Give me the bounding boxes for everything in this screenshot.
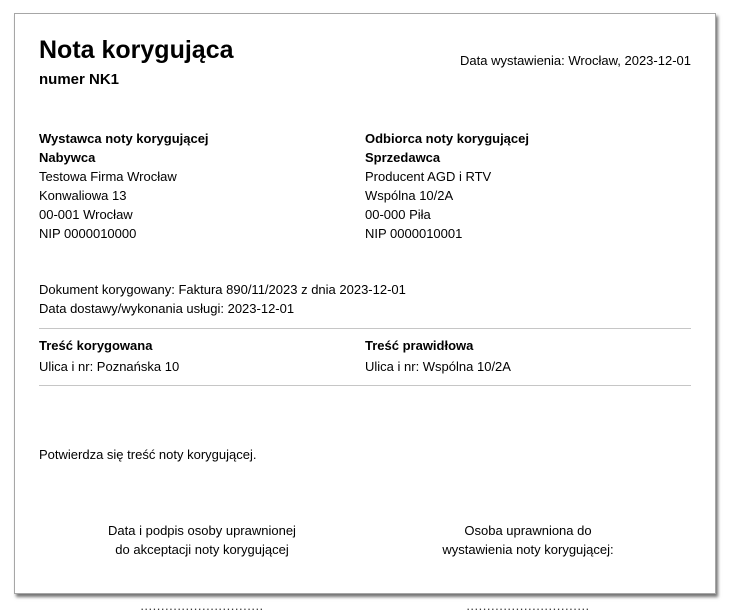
document-number: numer NK1: [39, 70, 120, 88]
signature-right-line2: wystawienia noty korygującej:: [442, 541, 614, 557]
correction-table: [39, 328, 691, 386]
correction-table-header: [39, 328, 691, 356]
recipient-block: [365, 129, 691, 243]
correction-table-body: [39, 356, 691, 386]
signature-right-line1: Osoba uprawniona do: [464, 522, 592, 538]
delivery-date-line: Data dostawy/wykonania usługi: 2023-12-01: [39, 300, 295, 316]
issuer-nip: NIP 0000010000: [39, 225, 137, 241]
issuer-name: Testowa Firma Wrocław: [39, 168, 177, 184]
title-block: [39, 37, 234, 88]
confirmation-text: Potwierdza się treść noty korygującej.: [39, 446, 257, 462]
recipient-role-label: Odbiorca noty korygującej: [365, 130, 529, 146]
document-page: [14, 13, 716, 613]
signatures-section: [39, 521, 691, 615]
cell-correct-content: Ulica i nr: Wspólna 10/2A: [365, 356, 691, 386]
signature-left-line1: Data i podpis osoby uprawnionej: [108, 522, 296, 538]
recipient-name: Producent AGD i RTV: [365, 168, 492, 184]
cell-corrected-content: Ulica i nr: Poznańska 10: [39, 356, 365, 386]
recipient-nip: NIP 0000010001: [365, 225, 463, 241]
issuer-street: Konwaliowa 13: [39, 187, 127, 203]
signature-left-block: [39, 521, 365, 615]
header-corrected-content: Treść korygowana: [39, 328, 365, 356]
recipient-city: 00-000 Piła: [365, 206, 431, 222]
issuer-block: [39, 129, 365, 243]
table-header-row: [39, 328, 691, 356]
corrected-document-info: [39, 280, 691, 318]
document-header: [39, 37, 691, 88]
recipient-party-type: Sprzedawca: [365, 149, 441, 165]
signature-left-line2: do akceptacji noty korygującej: [115, 541, 289, 557]
issue-date: Data wystawienia: Wrocław, 2023-12-01: [460, 53, 691, 68]
parties-section: [39, 129, 691, 243]
issuer-city: 00-001 Wrocław: [39, 206, 133, 222]
issuer-party-type: Nabywca: [39, 149, 96, 165]
signature-right-block: [365, 521, 691, 615]
signature-left-dots: ..............................: [140, 597, 264, 613]
corrected-document-line: Dokument korygowany: Faktura 890/11/2023 z dnia 2023-12-01: [39, 281, 406, 297]
signature-right-dots: ..............................: [466, 597, 590, 613]
recipient-street: Wspólna 10/2A: [365, 187, 454, 203]
issuer-role-label: Wystawca noty korygującej: [39, 130, 209, 146]
page-title: Nota korygująca: [39, 36, 234, 64]
header-correct-content: Treść prawidłowa: [365, 328, 691, 356]
table-row: [39, 356, 691, 386]
